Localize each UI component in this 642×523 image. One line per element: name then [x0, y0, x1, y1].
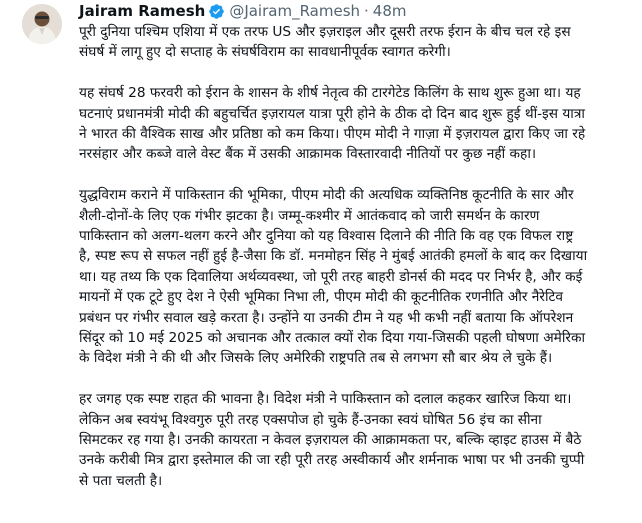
paragraph-1: पूरी दुनिया पश्चिम एशिया में एक तरफ US और इज़राइल और दूसरी तरफ ईरान के बीच चल रहे इस संघर्ष में लागू हुए दो सप्ताह के संघर्षविराम का सावधानीपूर्वक स्वागत करेगी।: [79, 24, 571, 61]
avatar[interactable]: [22, 4, 62, 44]
separator-dot: ·: [364, 2, 369, 20]
tweet-text: [79, 22, 589, 491]
paragraph-gap: [79, 165, 589, 185]
paragraph-2: यह संघर्ष 28 फरवरी को ईरान के शासन के शीर्ष नेतृत्व की टारगेटेड किलिंग के साथ शुरू हुआ था। यह घटनाएं प्रधानमंत्री मोदी की बहुचर्चित इज़रायल यात्रा पूरी होने के ठीक दो दिन बाद शुरू हुई थीं-इस यात्रा ने भारत की वैश्विक साख और प्रतिष्ठा को कम किया। पीएम मोदी ने गाज़ा में इज़रायल द्वारा किए जा रहे नरसंहार और कब्जे वाले वेस्ट बैंक में उसकी आक्रामक विस्तारवादी नीतियों पर कुछ नहीं कहा।: [79, 85, 586, 163]
author-name[interactable]: Jairam Ramesh: [79, 2, 206, 20]
paragraph-4: हर जगह एक स्पष्ट राहत की भावना है। विदेश मंत्री ने पाकिस्तान को दलाल कहकर खारिज किया था। लेकिन अब स्वयंभू विश्वगुरु पूरी तरह एक्सपोज हो चुके हैं-उनका स्वयं घोषित 56 इंच का सीना सिमटकर रह गया है। उनकी कायरता न केवल इज़रायल की आक्रामकता पर, बल्कि व्हाइट हाउस में बैठे उनके करीबी मित्र द्वारा इस्तेमाल की जा रही पूरी तरह अस्वीकार्य और शर्मनाक भाषा पर भी उनकी चुप्पी से पता चलती है।: [79, 391, 585, 489]
paragraph-3: युद्धविराम कराने में पाकिस्तान की भूमिका, पीएम मोदी की अत्यधिक व्यक्तिनिष्ठ कूटनीति के सार और शैली-दोनों-के लिए एक गंभीर झटका है। जम्मू-कश्मीर में आतंकवाद को जारी समर्थन के कारण पाकिस्तान को अलग-थलग करने और दुनिया को यह विश्वास दिलाने की नीति कि वह एक विफल राष्ट्र है, स्पष्ट रूप से सफल नहीं हुई है-जैसा कि डॉ. मनमोहन सिंह ने मुंबई आतंकी हमलों के बाद कर दिखाया था। यह तथ्य कि एक दिवालिया अर्थव्यवस्था, जो पूरी तरह बाहरी डोनर्स की मदद पर निर्भर है, और कई मायनों में एक टूटे हुए देश ने ऐसी भूमिका निभा ली, पीएम मोदी की कूटनीतिक रणनीति और नैरेटिव प्रबंधन पर गंभीर सवाल खड़े करता है। उन्होंने या उनकी टीम ने यह भी कभी नहीं बताया कि ऑपरेशन सिंदूर को 10 मई 2025 को अचानक और तत्काल क्यों रोक दिया गया-जिसकी पहली घोषणा अमेरिका के विदेश मंत्री ने की थी और जिसके लिए अमेरिकी राष्ट्रपति तब से लगभग सौ बार श्रेय ले चुके हैं।: [79, 187, 588, 367]
paragraph-gap: [79, 369, 589, 389]
author-handle[interactable]: @Jairam_Ramesh: [229, 2, 361, 20]
paragraph-gap: [79, 63, 589, 83]
avatar-image: [22, 4, 62, 44]
timestamp[interactable]: 48m: [372, 2, 407, 20]
tweet-header: [79, 0, 407, 22]
verified-badge-icon: [208, 3, 225, 20]
